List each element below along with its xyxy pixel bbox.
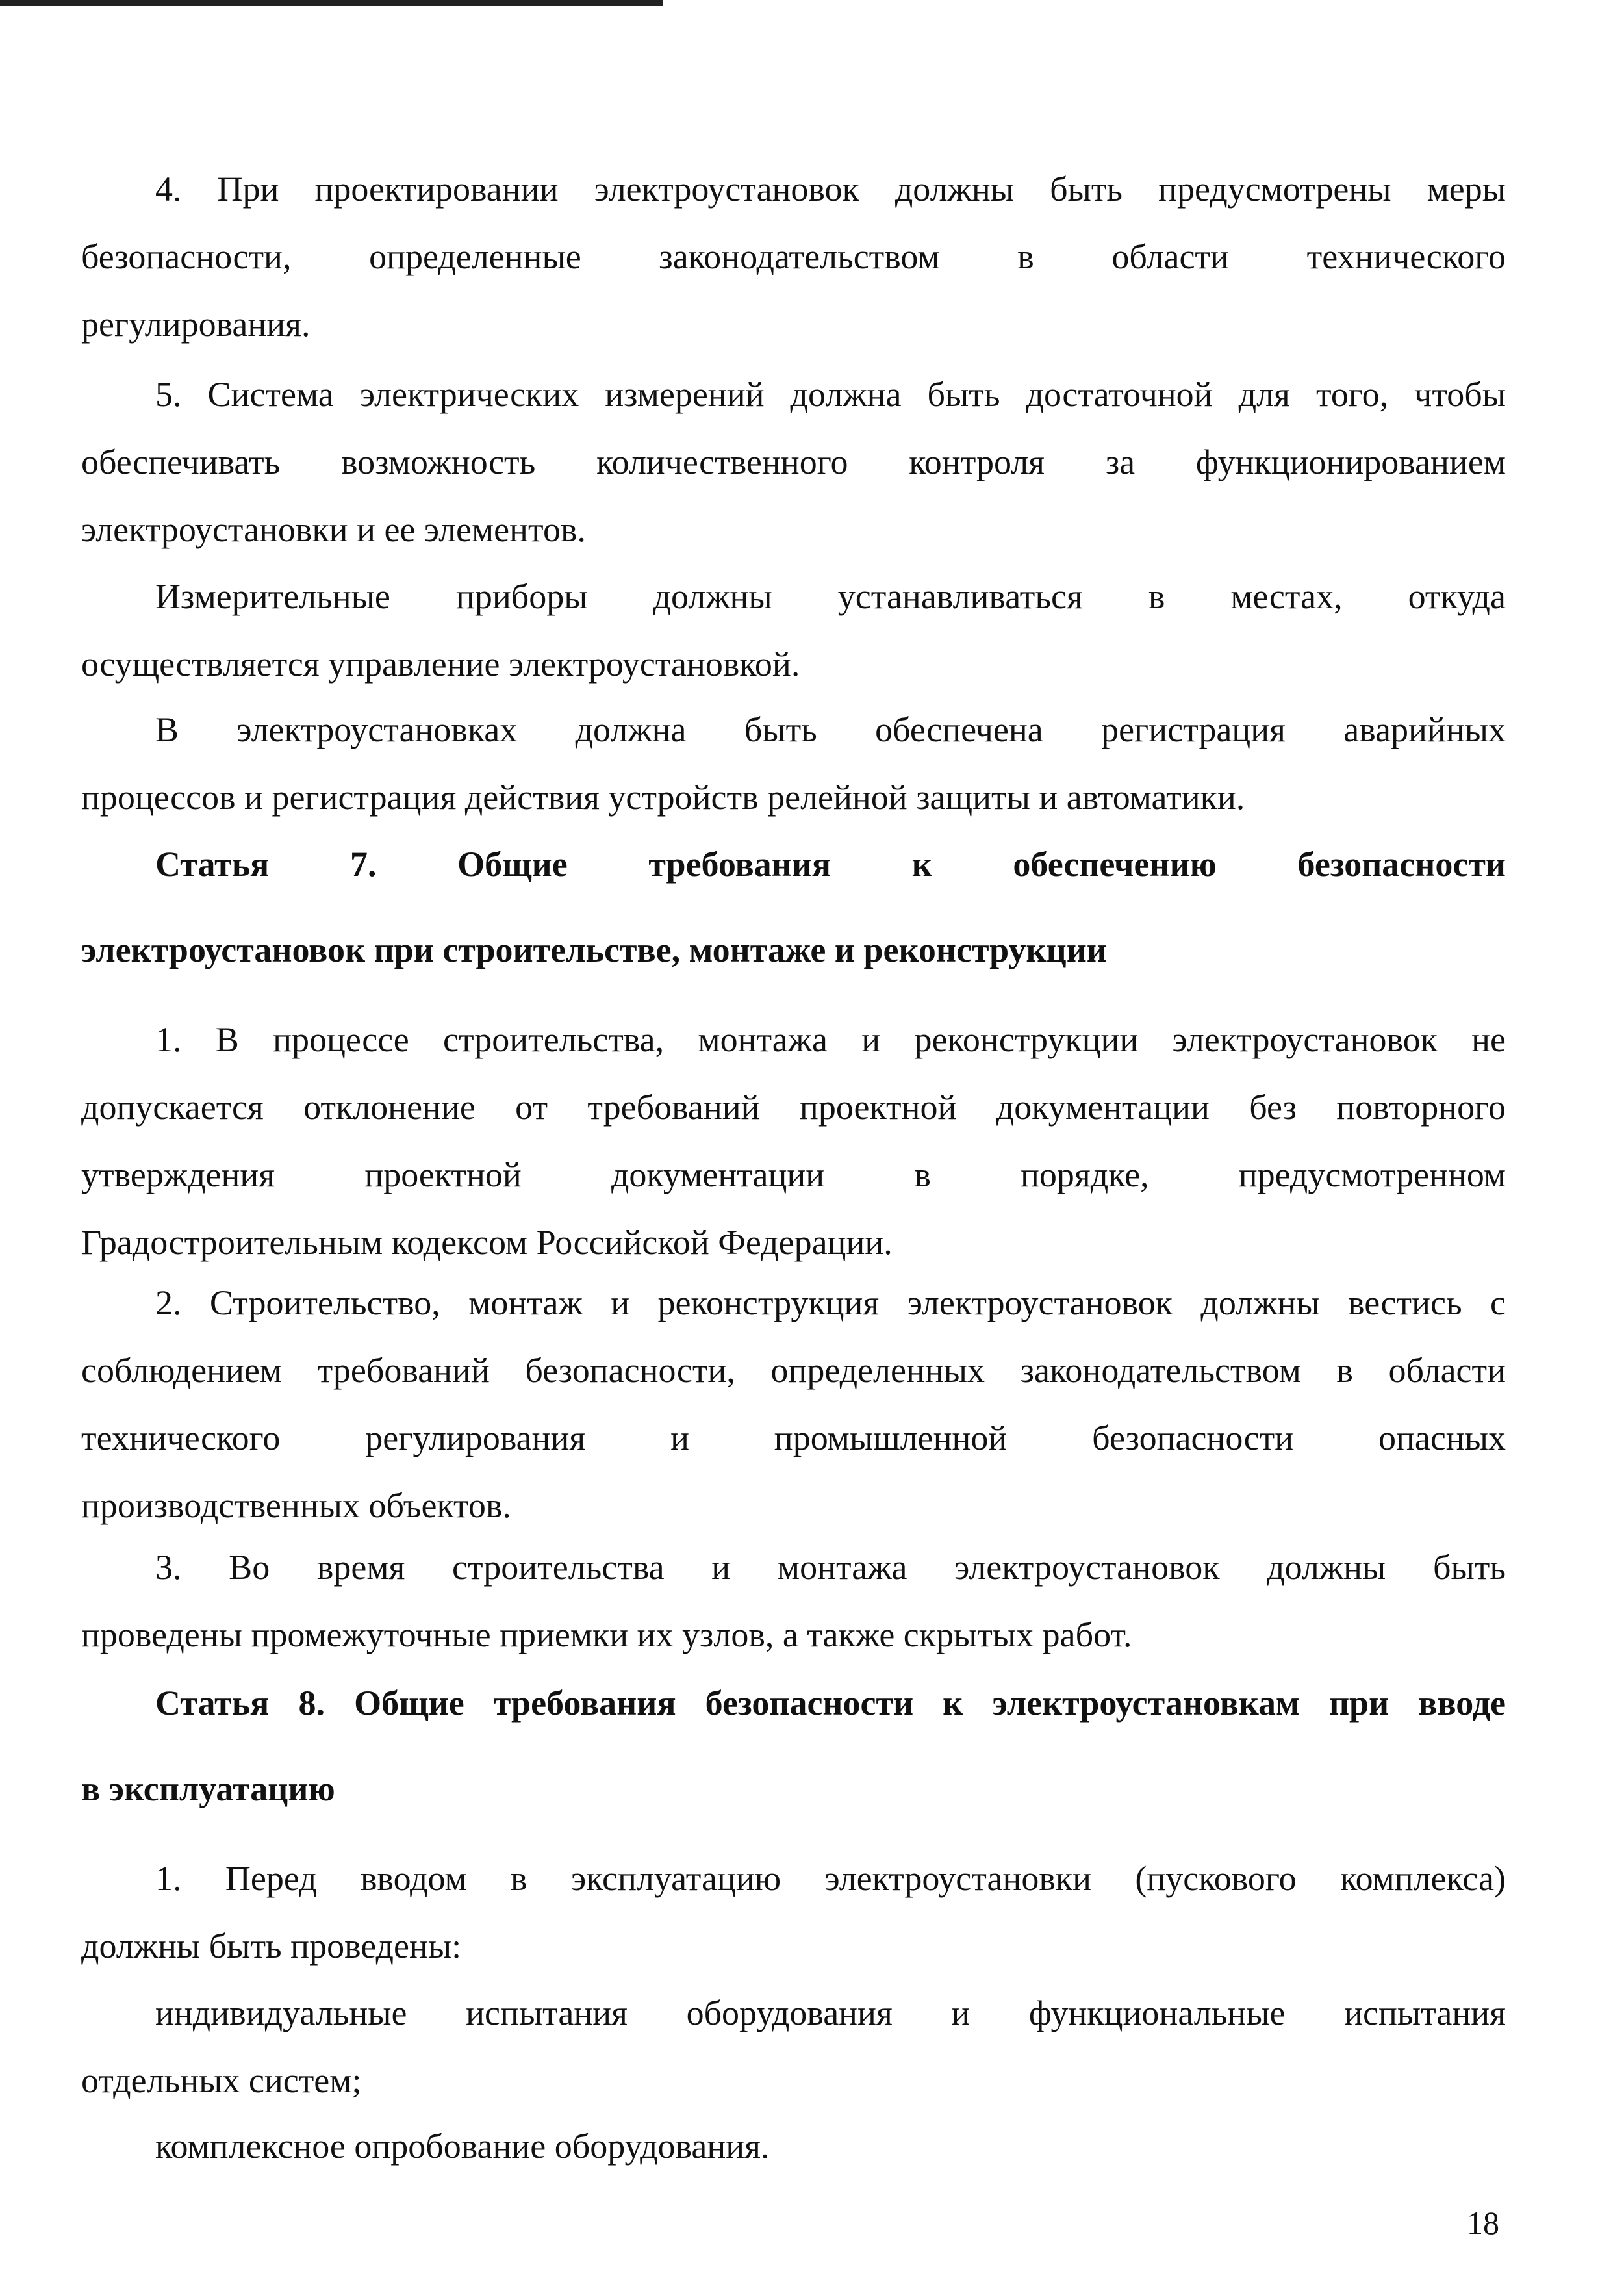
section-heading [81,1660,1506,1832]
paragraph [81,1533,1506,1669]
text-line: Статья 7. Общие требования к обеспечению безопасности [155,845,1506,884]
text-line: 5. Система электрических измерений должна быть достаточной для того, чтобы [155,375,1506,414]
text-line: осуществляется управление электроустановкой. [81,645,800,684]
text-line: допускается отклонение от требований проектной документации без повторного [81,1088,1506,1127]
text-line: производственных объектов. [81,1486,511,1525]
paragraph [81,2112,1506,2180]
paragraph [81,696,1506,831]
paragraph [81,1006,1506,1276]
text-line: В электроустановках должна быть обеспечена регистрация аварийных [155,710,1506,749]
text-line: проведены промежуточные приемки их узлов, а также скрытых работ. [81,1615,1132,1654]
scan-edge-bar [0,0,663,6]
text-line: регулирования. [81,305,311,344]
text-line: 1. В процессе строительства, монтажа и реконструкции электроустановок не [155,1020,1506,1059]
text-line: отдельных систем; [81,2061,362,2100]
text-line: соблюдением требований безопасности, определенных законодательством в области [81,1351,1506,1390]
text-line: безопасности, определенные законодательством в области технического [81,237,1506,276]
text-line: технического регулирования и промышленной безопасности опасных [81,1418,1506,1457]
text-line: 2. Строительство, монтаж и реконструкция электроустановок должны вестись с [155,1283,1506,1322]
text-line: Градостроительным кодексом Российской Федерации. [81,1223,893,1262]
paragraph [81,1269,1506,1539]
text-line: 1. Перед вводом в эксплуатацию электроустановки (пускового комплекса) [155,1859,1506,1898]
text-line: электроустановки и ее элементов. [81,510,586,549]
paragraph [81,1845,1506,1980]
paragraph [81,1979,1506,2114]
text-line: должны быть проведены: [81,1927,462,1966]
text-line: Измерительные приборы должны устанавливаться в местах, откуда [155,577,1506,616]
text-line: комплексное опробование оборудования. [155,2127,770,2166]
text-line: процессов и регистрация действия устройств релейной защиты и автоматики. [81,778,1245,817]
text-line: обеспечивать возможность количественного контроля за функционированием [81,442,1506,481]
text-line: Статья 8. Общие требования безопасности к электроустановкам при вводе [155,1684,1506,1723]
text-line: 4. При проектировании электроустановок должны быть предусмотрены меры [155,170,1506,209]
text-line: индивидуальные испытания оборудования и функциональные испытания [155,1993,1506,2032]
paragraph [81,155,1506,358]
text-line: утверждения проектной документации в порядке, предусмотренном [81,1155,1506,1194]
section-heading [81,821,1506,993]
text-line: в эксплуатацию [81,1769,335,1808]
paragraph [81,361,1506,563]
paragraph [81,563,1506,698]
text-line: 3. Во время строительства и монтажа электроустановок должны быть [155,1548,1506,1587]
text-line: электроустановок при строительстве, монтаже и реконструкции [81,930,1107,969]
page-number: 18 [1467,2205,1499,2241]
